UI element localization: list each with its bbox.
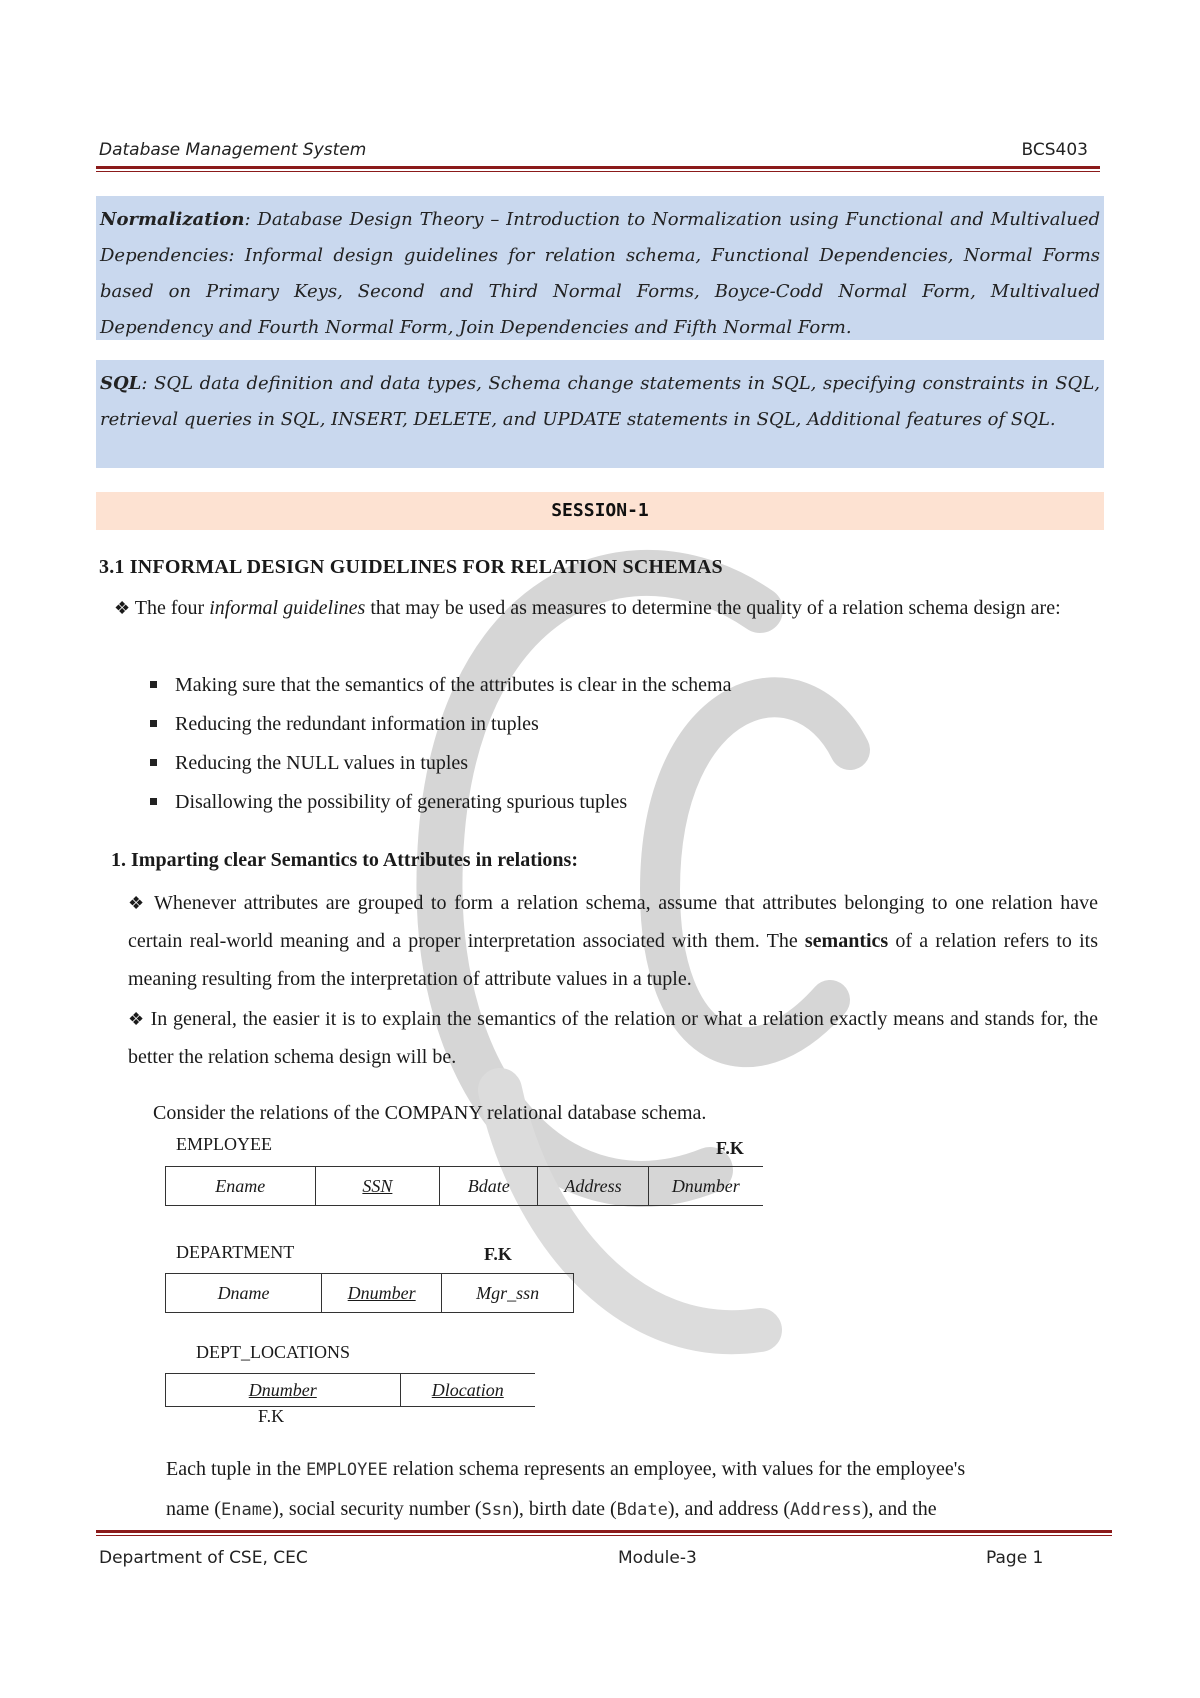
header-title: Database Management System [99,140,367,160]
dept-locations-col-dnumber: Dnumber [166,1374,401,1407]
department-table [165,1273,574,1313]
session-banner: SESSION-1 [96,492,1104,530]
normalization-label: Normalization [100,209,245,230]
employee-col-ssn: SSN [315,1167,440,1206]
department-relation-name: DEPARTMENT [176,1242,295,1262]
intro-post: that may be used as measures to determine the quality of a relation schema design are: [365,597,1061,619]
point-semantics: ❖ Whenever attributes are grouped to form a relation schema, assume that attributes belonging to one relation have certain real-world meaning and a proper interpretation associated with them. The semantics of a relation refers to its meaning resulting from the interpretation of attribute values in a tuple. [128,892,1099,990]
employee-fk-label: F.K [716,1138,744,1158]
employee-col-dnumber: Dnumber [648,1167,763,1206]
employee-col-ename: Ename [166,1167,316,1206]
employee-table [165,1166,763,1206]
sql-label: SQL [100,373,142,394]
intro-pre: The four [134,597,210,619]
employee-col-bdate: Bdate [440,1167,538,1206]
square-bullet-icon [150,798,157,805]
dept-locations-table [165,1373,535,1407]
dept-locations-relation-name: DEPT_LOCATIONS [196,1342,351,1362]
dept-locations-fk-label: F.K [258,1406,285,1426]
square-bullet-icon [150,720,157,727]
syllabus-normalization [96,196,1104,340]
guideline-item: Reducing the redundant information in tuples [150,705,539,743]
intro-em: informal guidelines [209,597,366,619]
footer-department: Department of CSE, CEC [99,1548,308,1568]
closing-line-1: Each tuple in the EMPLOYEE relation schema represents an employee, with values for the employee's [166,1458,966,1480]
header-rule-thin [96,171,1100,172]
guideline-item: Reducing the NULL values in tuples [150,744,468,782]
employee-relation-name: EMPLOYEE [176,1134,272,1154]
diamond-bullet-icon: ❖ [114,598,131,618]
consider-text: Consider the relations of the COMPANY relational database schema. [153,1102,707,1124]
semantics-term: semantics [804,930,889,952]
sub-heading: 1. Imparting clear Semantics to Attributes in relations: [111,849,579,871]
syllabus-sql [96,360,1104,468]
footer-rule [96,1530,1112,1533]
point-general: ❖ In general, the easier it is to explain the semantics of the relation or what a relation exactly means and stands for, the better the relation schema design will be. [128,1008,1099,1068]
section-title: 3.1 INFORMAL DESIGN GUIDELINES FOR RELATION SCHEMAS [99,556,723,578]
square-bullet-icon [150,759,157,766]
guideline-item: Disallowing the possibility of generating spurious tuples [150,783,627,821]
sql-text: : SQL data definition and data types, Schema change statements in SQL, specifying constraints in SQL, retrieval queries in SQL, INSERT, DELETE, and UPDATE statements in SQL, Additional features of SQL. [100,373,1100,430]
footer-module: Module-3 [618,1548,697,1568]
footer-rule-thin [96,1535,1112,1536]
department-col-dnumber: Dnumber [322,1274,442,1313]
employee-col-address: Address [538,1167,648,1206]
dept-locations-col-dlocation: Dlocation [400,1374,535,1407]
department-col-dname: Dname [166,1274,322,1313]
guideline-item: Making sure that the semantics of the attributes is clear in the schema [150,666,732,704]
square-bullet-icon [150,681,157,688]
closing-line-2: name (Ename), social security number (Ssn), birth date (Bdate), and address (Address), and the [166,1498,937,1520]
intro-paragraph [114,589,1098,627]
header-course-code: BCS403 [1021,140,1088,160]
diamond-bullet-icon: ❖ [128,1009,145,1029]
normalization-text: : Database Design Theory – Introduction to Normalization using Functional and Multivalued Dependencies: Informal design guidelines for relation schema, Functional Dependencies, Normal Forms based on Primary Keys, Second and Third Normal Forms, Boyce-Codd Normal Form, Multivalued Dependency and Fourth Normal Form, Join Dependencies and Fifth Normal Form. [100,209,1100,338]
header-rule [96,166,1100,169]
department-fk-label: F.K [484,1244,512,1264]
department-col-mgr-ssn: Mgr_ssn [442,1274,574,1313]
footer-page-number: Page 1 [986,1548,1044,1568]
diamond-bullet-icon: ❖ [128,893,147,913]
